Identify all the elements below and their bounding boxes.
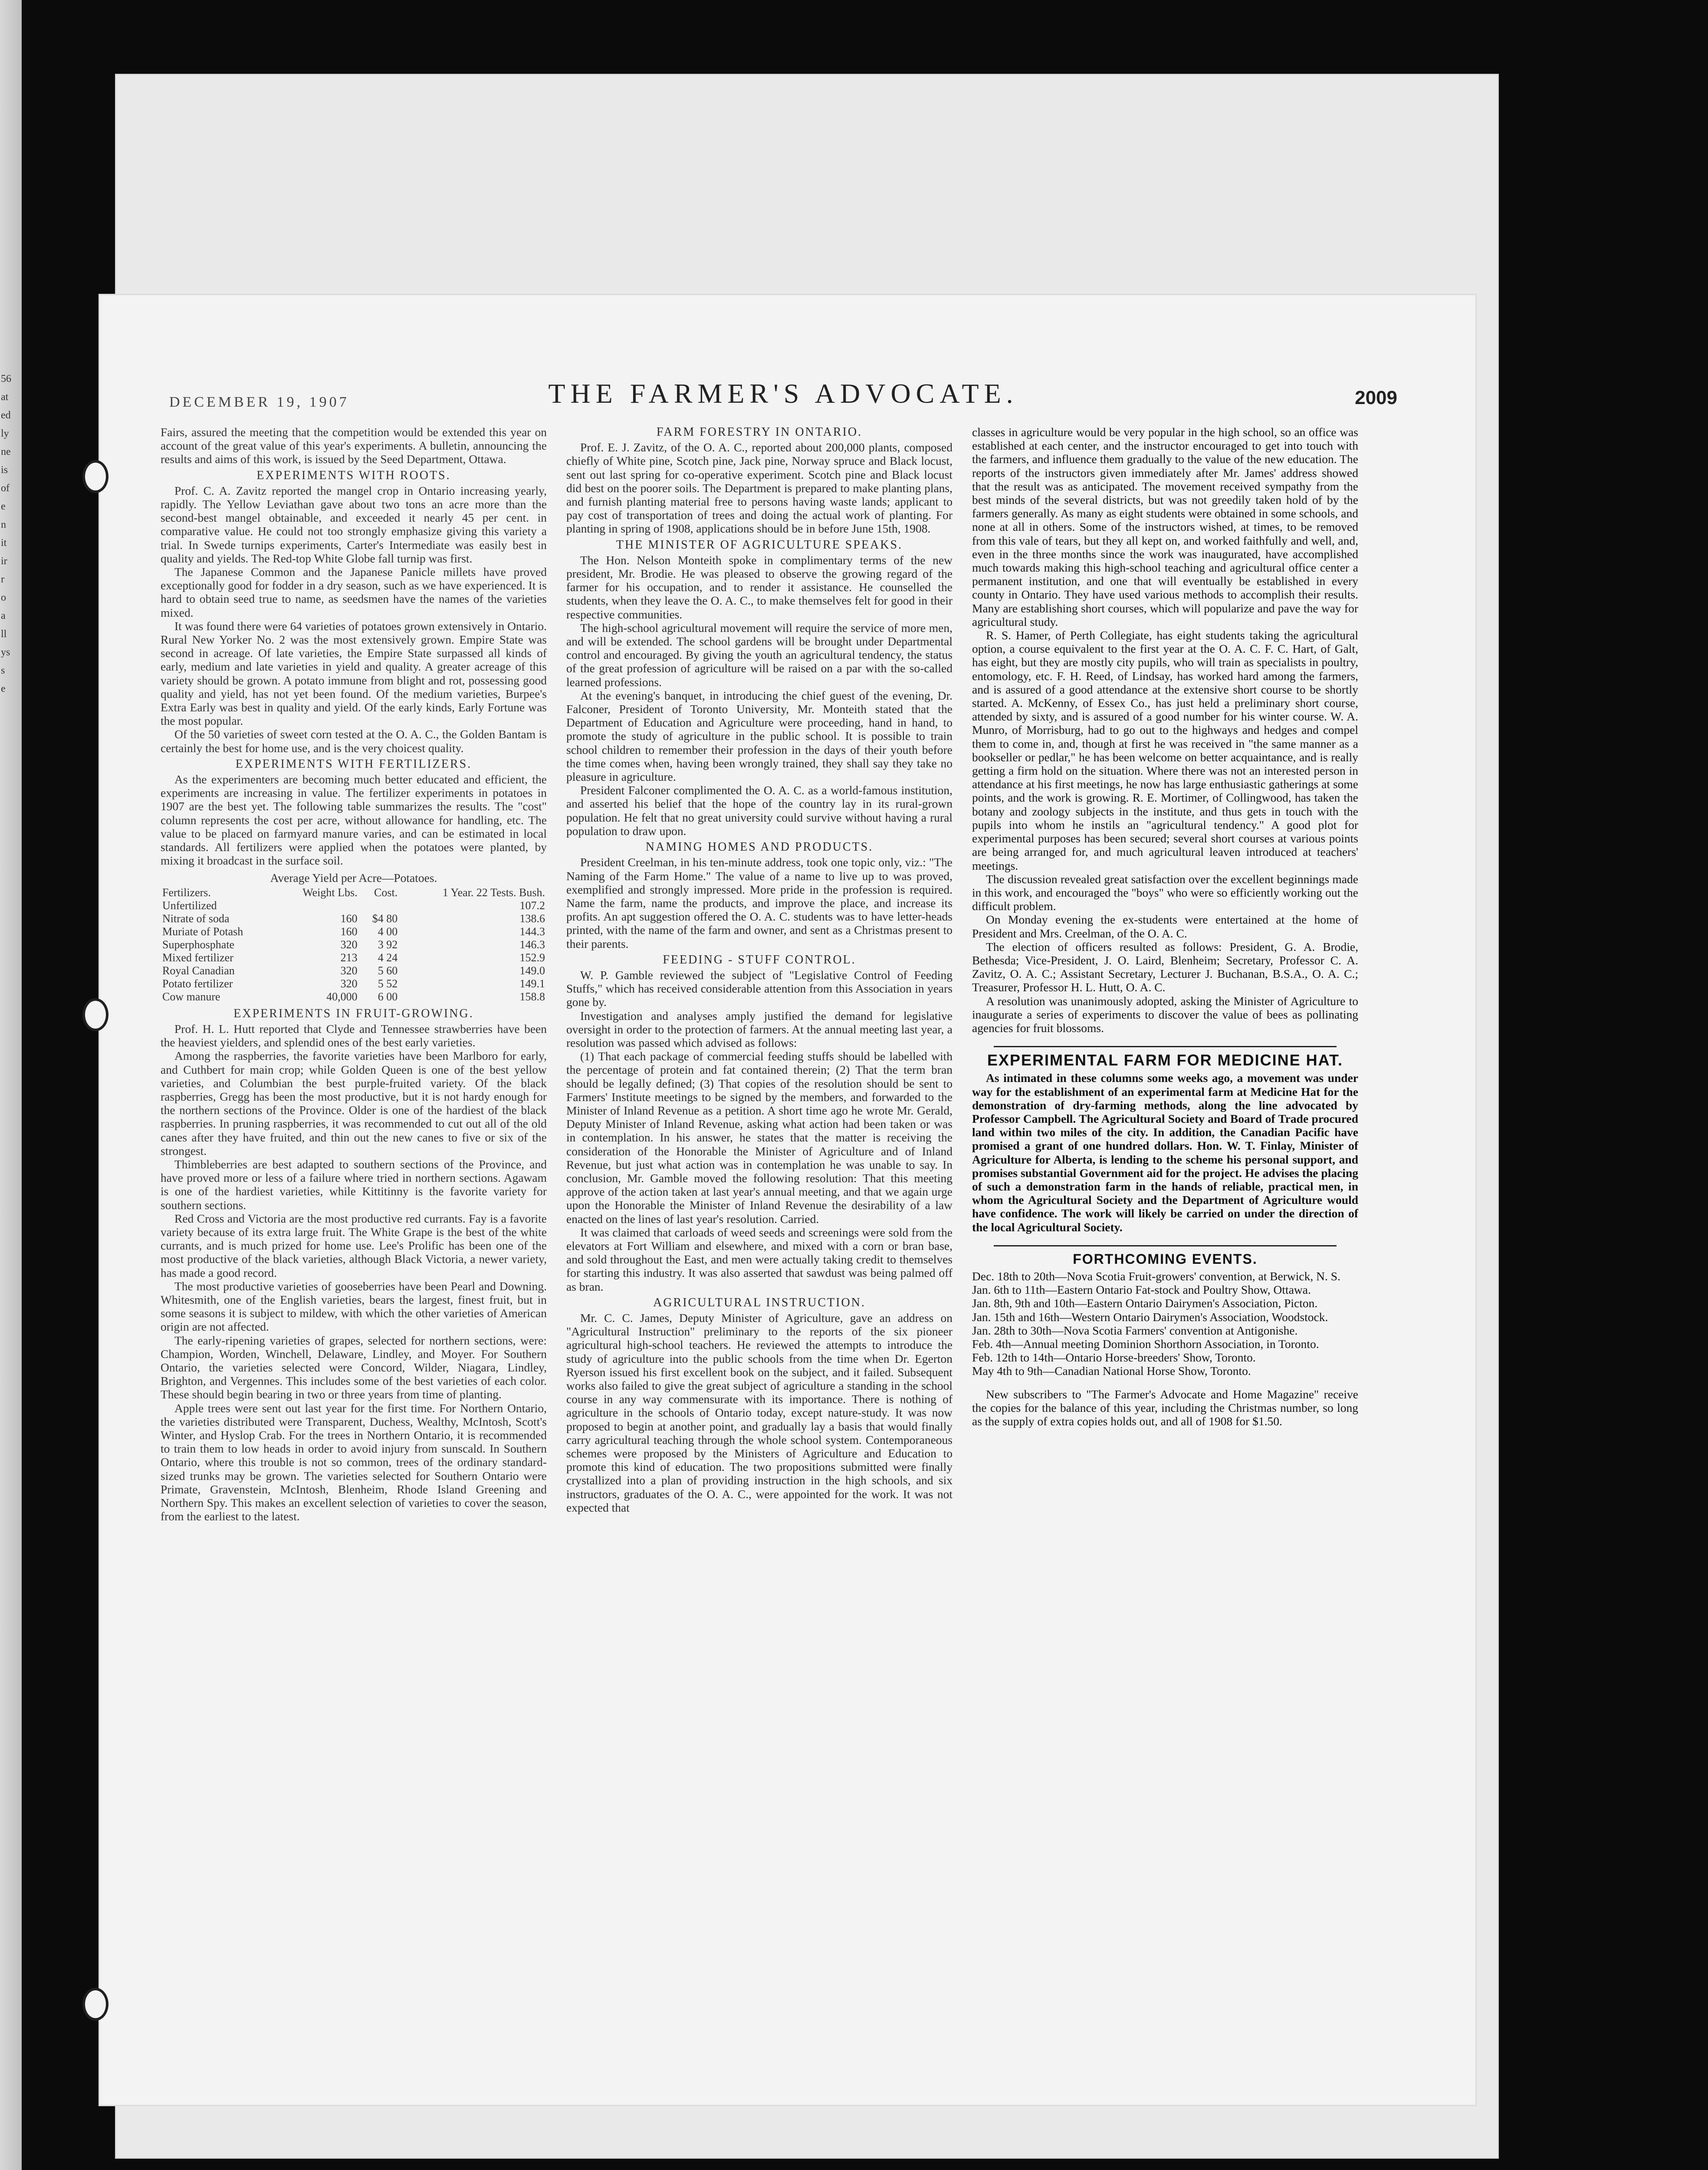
paragraph: The election of officers resulted as follows: President, G. A. Brodie, Bethesda; Vice-President, J. O. Laird, Blenheim; Secretary, Professor C. A. Zavitz, O. A. C.; Assistant Secretary, Lecturer J. Buchanan, B.S.A., O. A. C.; Treasurer, Professor H. L. Hutt, O. A. C. (972, 940, 1358, 994)
edge-fragment: e (1, 683, 6, 694)
paragraph: Of the 50 varieties of sweet corn tested at the O. A. C., the Golden Bantam is certainly the best for home use, and is the very choicest quality. (161, 727, 547, 755)
table-cell: 40,000 (326, 990, 358, 1003)
binding-hole (82, 460, 108, 493)
binding-hole (82, 1988, 108, 2021)
paragraph: Prof. E. J. Zavitz, of the O. A. C., reported about 200,000 plants, composed chiefly of White pine, Scotch pine, Jack pine, Norway spruce and Black locust, sent out last spring for co-operative experiment. Scotch pine and Black locust did best on the poorer soils. The Department is prepared to make planting plans, and furnish planting material free to persons having waste lands; applicant to pay cost of transportation of trees and doing the actual work of planting. For planting in spring of 1908, applications should be in before June 15th, 1908. (566, 441, 953, 536)
table-cell: 5 60 (378, 964, 398, 977)
paragraph: R. S. Hamer, of Perth Collegiate, has eight students taking the agricultural option, a course equivalent to the first year at the O. A. C. F. C. Hart, of Galt, has eight, but they are mostly city pupils, who will train as specialists in poultry, entomology, etc. F. H. Reed, of Lindsay, has worked hard among the farmers, and is assured of a good attendance at the extensive short course to be shortly started. A. McKenny, of Essex Co., has just held a preliminary short course, attended by sixty, and is assured of a good number for his winter course. W. A. Munro, of Morrisburg, had to go out to the highways and hedges and compel them to come in, and, though at first he was received in "the same manner as a bookseller or pedlar," he has been welcome on better acquaintance, and is really getting a firm hold on the situation. Where there was not an interested person in attendance at his first meetings, he now has large enthusiastic gatherings at some points, and the work is growing. R. E. Mortimer, of Collingwood, has taken the botany and zoology subjects in the institute, and thus gets in touch with the pupils into whom he instils an "agricultural tendency." A good plot for experimental purposes has been secured; several short courses at various points are being arranged for, and much agricultural leaven introduced at teachers' meetings. (972, 628, 1358, 872)
paragraph: Prof. C. A. Zavitz reported the mangel crop in Ontario increasing yearly, rapidly. The Yellow Leviathan gave about two tons an acre more than the second-best mangel obtainable, and exceeded it nearly 45 per cent. in comparative value. He could not too strongly emphasize giving this variety a trial. In Swede turnips experiments, Carter's Intermediate was easily best in quality and yields. The Red-top White Globe fall turnip was first. (161, 483, 547, 565)
table-cell: 4 00 (378, 925, 398, 938)
edge-fragment: a (1, 610, 6, 621)
table-cell: 138.6 (519, 912, 545, 925)
section-heading: THE MINISTER OF AGRICULTURE SPEAKS. (616, 538, 903, 552)
paragraph: Red Cross and Victoria are the most productive red currants. Fay is a favorite variety because of its extra large fruit. The White Grape is the best of the white currants, and is much prized for home use. Lee's Prolific has been one of the most productive of the black varieties, although Black Victoria, a newer variety, has made a good record. (161, 1211, 547, 1279)
table-cell (359, 899, 400, 912)
table-cell: Potato fertilizer (162, 977, 233, 990)
section-heading: FARM FORESTRY IN ONTARIO. (656, 425, 863, 439)
table-row (161, 951, 547, 964)
binding-hole (82, 998, 108, 1031)
paragraph: President Creelman, in his ten-minute address, took one topic only, viz.: "The Naming of the Farm Home." The value of a name to live up to was proved, exemplified and strongly impressed. More pride in the profession is required. Name the farm, name the products, and improve the place, and increase its profits. An apt suggestion offered the O. A. C. students was to have letter-heads printed, with the name of the farm and owner, and sent as a Christmas present to their parents. (566, 855, 953, 950)
event-item: Feb. 4th—Annual meeting Dominion Shorthorn Association, in Toronto. (972, 1337, 1319, 1351)
publication-title: THE FARMER'S ADVOCATE. (548, 378, 1018, 409)
section-heading: FEEDING - STUFF CONTROL. (663, 953, 856, 967)
table-cell: 320 (340, 938, 358, 951)
paragraph: The most productive varieties of gooseberries have been Pearl and Downing. Whitesmith, one of the English varieties, bears the largest, finest fruit, but in some seasons it is subject to mildew, with which the other varieties of American origin are not affected. (161, 1279, 547, 1334)
table-row (161, 990, 547, 1003)
paragraph: The early-ripening varieties of grapes, selected for northern sections, were: Champion, Worden, Winchell, Delaware, Lindley, and Moyer. For Southern Ontario, the varieties selected were Concord, Wilder, Niagara, Lindley, Brighton, and Vergennes. This includes some of the best varieties of each color. These should begin bearing in two or three years from time of planting. (161, 1333, 547, 1401)
paragraph: A resolution was unanimously adopted, asking the Minister of Agriculture to inaugurate a series of experiments to discover the value of bees as pollinating agencies for fruit blossoms. (972, 994, 1358, 1035)
paragraph: The Hon. Nelson Monteith spoke in complimentary terms of the new president, Mr. Brodie. He was pleased to observe the growing regard of the farmer for his occupation, and to render it assistance. He counselled the students, when they leave the O. A. C., to make themselves felt for good in their respective communities. (566, 553, 953, 621)
section-heading: EXPERIMENTAL FARM FOR MEDICINE HAT. (987, 1051, 1343, 1069)
paragraph: As the experimenters are becoming much better educated and efficient, the experiments are increasing in value. The fertilizer experiments in potatoes in 1907 are the best yet. The following table summarizes the results. The "cost" column represents the cost per acre, without allowance for handling, etc. The value to be placed on farmyard manure varies, and can be estimated in local standards. All fertilizers were applied when the potatoes were planted, by mixing it broadcast in the surface soil. (161, 773, 547, 868)
table-cell: 6 00 (378, 990, 398, 1003)
adjacent-page-edge (0, 0, 22, 2170)
section-heading: NAMING HOMES AND PRODUCTS. (645, 840, 874, 854)
table-cell: 149.1 (519, 977, 545, 990)
paragraph: Prof. H. L. Hutt reported that Clyde and Tennessee strawberries have been the heaviest yielders, and splendid ones of the best early varieties. (161, 1022, 547, 1049)
table-cell: Superphosphate (162, 938, 235, 951)
table-header: 1 Year. 22 Tests. Bush. (442, 886, 545, 899)
table-row (161, 925, 547, 938)
table-cell: 3 92 (378, 938, 398, 951)
table-header: Cost. (374, 886, 398, 899)
table-row (161, 964, 547, 977)
paragraph: At the evening's banquet, in introducing the chief guest of the evening, Dr. Falconer, President of Toronto University, Mr. Monteith stated that the Department of Education and Agriculture were proceeding, hand in hand, to promote the study of agriculture in the public school. It is possible to train school children to remember their profession in the days of their youth before the time comes when, having been wrongly trained, they shall say they take no pleasure in agriculture. (566, 688, 953, 784)
paragraph: classes in agriculture would be very popular in the high school, so an office was established at each center, and the instructor encouraged to get into touch with the farmers, and influence them gradually to the value of the new education. The reports of the instructors given immediately after Mr. James' address showed that the result was as anticipated. The movement received sympathy from the best minds of the several districts, but was not greedily taken hold of by the farmers generally. As many as eight students were obtained in some schools, and none at all in others. Some of the instructors wished, at times, to be removed from this vale of tears, but they all kept on, and worked faithfully and well, and, even in the three months since the work was inaugurated, have accomplished much towards making this high-school teaching and agricultural office center a permanent institution, and one that will eventually be established in every county in Ontario. They have used various methods to accomplish their results. Many are establishing short courses, which will popularize and pave the way for agricultural study. (972, 425, 1358, 628)
table-cell: Nitrate of soda (162, 912, 230, 925)
edge-fragment: ne (1, 446, 11, 457)
event-item: Jan. 28th to 30th—Nova Scotia Farmers' convention at Antigonishe. (972, 1323, 1298, 1337)
paragraph: Mr. C. C. James, Deputy Minister of Agriculture, gave an address on "Agricultural Instruction" preliminary to the reports of the six pioneer agricultural high-school teachers. He reviewed the attempts to introduce the study of agriculture into the public schools from the time when Dr. Egerton Ryerson issued his first excellent book on the subject, and it failed. Subsequent works also failed to give the great subject of agriculture a standing in the school course in any way commensurate with its importance. There is nothing of agriculture in the schools of Ontario today, except nature-study. It was now proposed to begin at another point, and gradually lay a basis that would finally carry agricultural teaching through the whole school system. Contemporaneous schemes were proposed by the Ministers of Agriculture and Education to promote this kind of education. The two propositions submitted were finally crystallized into a plan of providing instruction in the high schools, and six instructors, graduates of the O. A. C., were appointed for the work. It was not expected that (566, 1311, 953, 1514)
edge-fragment: is (1, 464, 8, 476)
table-cell: $4 80 (372, 912, 398, 925)
table-cell: 144.3 (519, 925, 545, 938)
divider (994, 1046, 1337, 1047)
section-heading: EXPERIMENTS WITH ROOTS. (256, 468, 451, 482)
table-cell: 152.9 (519, 951, 545, 964)
table-cell (278, 899, 359, 912)
edge-fragment: it (1, 537, 7, 549)
table-cell: 320 (340, 977, 358, 990)
table-caption: Average Yield per Acre—Potatoes. (270, 871, 437, 884)
paragraph: It was claimed that carloads of weed seeds and screenings were sold from the elevators at Fort William and elsewhere, and mixed with a corn or bran base, and sold throughout the East, and men were actually taking credit to themselves for starting this industry. It was also asserted that sawdust was being palmed off as bran. (566, 1225, 953, 1293)
section-heading: EXPERIMENTS IN FRUIT-GROWING. (233, 1006, 474, 1020)
edge-fragment: of (1, 483, 10, 494)
edge-fragment: s (1, 665, 5, 676)
page-number: 2009 (1355, 387, 1397, 408)
table-row (161, 899, 547, 912)
table-cell: 213 (340, 951, 358, 964)
paragraph: It was found there were 64 varieties of potatoes grown extensively in Ontario. Rural New Yorker No. 2 was the most extensively grown. Empire State was second in acreage. Of late varieties, the Empire State surpassed all kinds of early, medium and late varieties in yield and quality. A greater acreage of this variety should be grown. A potato immune from blight and rot, possessing good quality and yield, has not yet been found. Of the medium varieties, Burpee's Extra Early was best in quality and yield. Of the early kinds, Early Fortune was the most popular. (161, 619, 547, 728)
edge-fragment: ir (1, 556, 7, 567)
paragraph: (1) That each package of commercial feeding stuffs should be labelled with the percentage of protein and fat contained therein; (2) That the term bran should be legally defined; (3) That copies of the resolution should be sent to Farmers' Institute meetings to be signed by the members, and forwarded to the Minister of Inland Revenue as a petition. A short time ago he wrote Mr. Gerald, Deputy Minister of Inland Revenue, asking what action had been taken or was in contemplation. In his answer, he states that the matter is receiving the consideration of the Honorable the Minister of Agriculture and of Inland Revenue, but just what action was in contemplation he was unable to say. In conclusion, Mr. Gamble moved the following resolution: That this meeting approve of the action taken at last year's annual meeting, and that we again urge upon the Honorable the Minister of Inland Revenue the desirability of a law enacted on the lines of last year's resolution. Carried. (566, 1049, 953, 1226)
table-header: Fertilizers. (162, 886, 211, 899)
table-header-row (161, 886, 547, 899)
issue-date: DECEMBER 19, 1907 (169, 394, 349, 410)
table-cell: 149.0 (519, 964, 545, 977)
table-cell: Mixed fertilizer (162, 951, 233, 964)
paragraph: Investigation and analyses amply justified the demand for legislative oversight in order to the protection of farmers. At the annual meeting last year, a resolution was passed which advised as follows: (566, 1009, 953, 1049)
edge-fragment: e (1, 501, 6, 512)
masthead (169, 378, 1397, 417)
edge-fragment: ys (1, 647, 10, 658)
table-row (161, 912, 547, 925)
paragraph: The Japanese Common and the Japanese Panicle millets have proved exceptionally good for fodder in a dry season, such as we have experienced. It is hard to obtain seed true to name, as seedsmen have the names of the varieties mixed. (161, 565, 547, 619)
paragraph: Thimbleberries are best adapted to southern sections of the Province, and have proved more or less of a failure where tried in northern sections. Agawam is one of the hardiest varieties, while Kittitinny is the favorite variety for southern sections. (161, 1157, 547, 1212)
table-cell: Muriate of Potash (162, 925, 243, 938)
newspaper-page (100, 295, 1475, 2105)
event-item: May 4th to 9th—Canadian National Horse Show, Toronto. (972, 1364, 1251, 1378)
edge-fragment: at (1, 391, 9, 403)
event-item: Jan. 15th and 16th—Western Ontario Dairymen's Association, Woodstock. (972, 1310, 1328, 1324)
divider (994, 1245, 1337, 1246)
section-heading: EXPERIMENTS WITH FERTILIZERS. (235, 757, 472, 771)
table-cell: 107.2 (519, 899, 545, 912)
table-cell: 4 24 (378, 951, 398, 964)
table-cell: Cow manure (162, 990, 220, 1003)
table-row (161, 938, 547, 951)
edge-fragment: n (1, 519, 6, 530)
intro-paragraph: Fairs, assured the meeting that the competition would be extended this year on account of the great value of this year's experiments. A bulletin, announcing the results and aims of this work, is issued by the Seed Department, Ottawa. (161, 425, 547, 466)
table-cell: Unfertilized (162, 899, 217, 912)
paragraph: The high-school agricultural movement will require the service of more men, and will be extended. The school gardens will be brought under Departmental control and encouraged. By giving the youth an agricultural tendency, the status of the great profession of agriculture will be raised on a par with the so-called learned professions. (566, 621, 953, 689)
event-item: Dec. 18th to 20th—Nova Scotia Fruit-growers' convention, at Berwick, N. S. (972, 1269, 1340, 1283)
paragraph: As intimated in these columns some weeks ago, a movement was under way for the establishment of an experimental farm at Medicine Hat for the demonstration of dry-farming methods, along the line advocated by Professor Campbell. The Agricultural Society and Board of Trade procured land within two miles of the city. In addition, the Canadian Pacific have promised a grant of one hundred dollars. Hon. W. T. Finlay, Minister of Agriculture for Alberta, is lending to the scheme his personal support, and promises substantial Government aid for the project. He advises the placing of such a demonstration farm in the hands of reliable, practical men, in whom the Agricultural Society and the Department of Agriculture would have confidence. The work will likely be carried on under the direction of the local Agricultural Society. (972, 1071, 1358, 1234)
table-cell: 5 52 (378, 977, 398, 990)
column-1 (161, 425, 547, 1523)
subscribers-notice: New subscribers to "The Farmer's Advocate and Home Magazine" receive the copies for the balance of this year, including the Christmas number, so long as the supply of extra copies holds out, and all of 1908 for $1.50. (972, 1387, 1358, 1428)
table-cell: 320 (340, 964, 358, 977)
table-cell: 160 (340, 912, 358, 925)
event-item: Jan. 6th to 11th—Eastern Ontario Fat-stock and Poultry Show, Ottawa. (972, 1283, 1311, 1297)
edge-fragment: r (1, 574, 4, 585)
column-3 (972, 425, 1358, 1428)
edge-fragment: 56 (1, 373, 11, 385)
event-item: Jan. 8th, 9th and 10th—Eastern Ontario Dairymen's Association, Picton. (972, 1296, 1318, 1310)
table-header: Weight Lbs. (302, 886, 358, 899)
table-cell: 146.3 (519, 938, 545, 951)
section-heading: AGRICULTURAL INSTRUCTION. (653, 1295, 866, 1309)
fertilizer-yield-table (161, 886, 547, 1003)
paragraph: W. P. Gamble reviewed the subject of "Legislative Control of Feeding Stuffs," which has received considerable attention from this Association in years gone by. (566, 968, 953, 1009)
table-cell: Royal Canadian (162, 964, 235, 977)
section-heading: FORTHCOMING EVENTS. (1073, 1251, 1258, 1267)
event-item: Feb. 12th to 14th—Ontario Horse-breeders' Show, Toronto. (972, 1351, 1256, 1364)
table-row (161, 977, 547, 990)
paragraph: On Monday evening the ex-students were entertained at the home of President and Mrs. Creelman, of the O. A. C. (972, 913, 1358, 940)
paragraph: Apple trees were sent out last year for the first time. For Northern Ontario, the varieties distributed were Transparent, Duchess, Wealthy, McIntosh, Scott's Winter, and Hyslop Crab. For the trees in Northern Ontario, it is recommended to train them to low heads in order to avoid injury from sunscald. In Southern Ontario, where this trouble is not so common, trees of the ordinary standard-sized trunks may be grown. The varieties selected for Southern Ontario were Primate, Gravenstein, McIntosh, Blenheim, Rhode Island Greening and Northern Spy. This makes an excellent selection of varieties to cover the season, from the earliest to the latest. (161, 1401, 547, 1523)
edge-fragment: ll (1, 628, 7, 640)
edge-fragment: ed (1, 410, 11, 421)
table-cell: 160 (340, 925, 358, 938)
paragraph: Among the raspberries, the favorite varieties have been Marlboro for early, and Cuthbert for main crop; while Golden Queen is one of the best yellow varieties, and Columbian the best purple-fruited variety. Of the black raspberries, Gregg has been the most productive, but it is not hardy enough for the northern sections of the Province. Older is one of the hardiest of the black raspberries. In pruning raspberries, it was recommended to cut out all of the old canes after they have fruited, and thin out the new canes to five or six of the strongest. (161, 1049, 547, 1157)
paragraph: President Falconer complimented the O. A. C. as a world-famous institution, and asserted his belief that the hope of the country lay in its rural-grown population. He felt that no great university could survive without having a rural population to draw upon. (566, 783, 953, 838)
paragraph: The discussion revealed great satisfaction over the excellent beginnings made in this work, and encouraged the "boys" who were so efficiently working out the difficult problem. (972, 872, 1358, 913)
edge-fragment: ly (1, 428, 9, 439)
column-2 (566, 425, 953, 1514)
edge-fragment: o (1, 592, 6, 603)
table-cell: 158.8 (519, 990, 545, 1003)
